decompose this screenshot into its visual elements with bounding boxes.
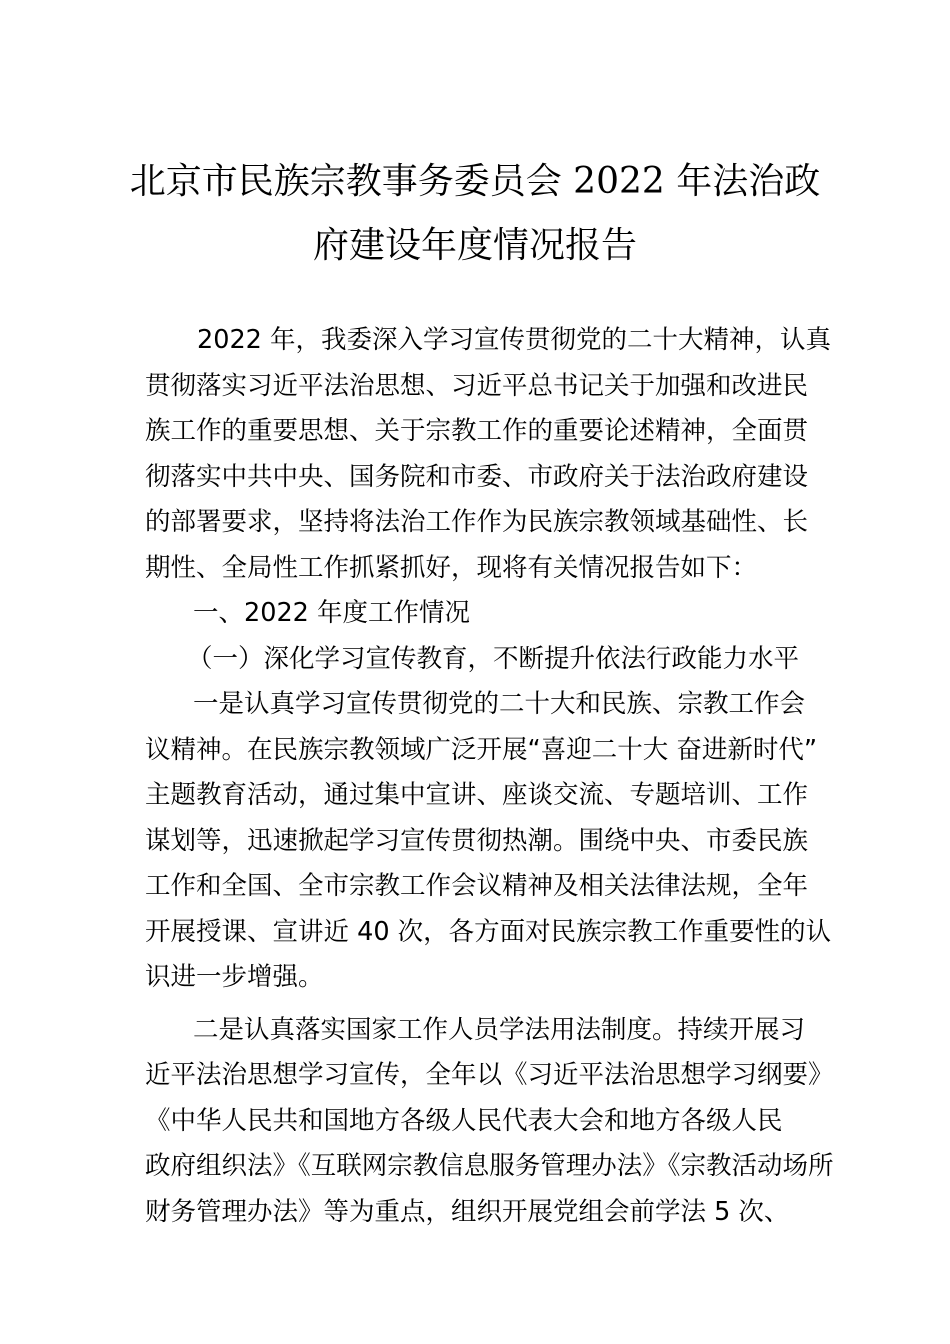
title-line-2: 府建设年度情况报告	[312, 225, 637, 266]
document-body	[145, 318, 834, 1235]
intro-line: 的部署要求，坚持将法治工作作为民族宗教领域基础性、长	[145, 507, 809, 537]
paragraph2-line: 二是认真落实国家工作人员学法用法制度。持续开展习	[193, 1014, 806, 1045]
intro-line: 族工作的重要思想、关于宗教工作的重要论述精神，全面贯	[145, 416, 809, 446]
subsection-heading: （一）深化学习宣传教育，不断提升依法行政能力水平	[187, 643, 800, 674]
paragraph2-line: 近平法治思想学习宣传，全年以《习近平法治思想学习纲要》	[145, 1060, 834, 1090]
paragraph1-line: 工作和全国、全市宗教工作会议精神及相关法律法规，全年	[145, 871, 809, 901]
paragraph1-line: 议精神。在民族宗教领域广泛开展“喜迎二十大 奋进新时代”	[145, 734, 818, 765]
paragraph1-line: 识进一步增强。	[145, 962, 324, 992]
intro-line: 2022 年，我委深入学习宣传贯彻党的二十大精神，认真	[197, 325, 832, 355]
paragraph1-line: 主题教育活动，通过集中宣讲、座谈交流、专题培训、工作	[145, 780, 809, 810]
document-title	[0, 150, 950, 278]
title-line-1: 北京市民族宗教事务委员会 2022 年法治政	[129, 161, 821, 202]
paragraph2-line: 财务管理办法》等为重点，组织开展党组会前学法 5 次、	[145, 1196, 790, 1227]
paragraph2-line: 政府组织法》《互联网宗教信息服务管理办法》《宗教活动场所	[145, 1151, 834, 1181]
paragraph2-line: 《中华人民共和国地方各级人民代表大会和地方各级人民	[145, 1105, 783, 1136]
intro-line: 期性、全局性工作抓紧抓好，现将有关情况报告如下：	[145, 552, 758, 583]
section-heading: 一、2022 年度工作情况	[193, 598, 471, 628]
intro-line: 彻落实中共中央、国务院和市委、市政府关于法治政府建设	[145, 461, 809, 492]
intro-line: 贯彻落实习近平法治思想、习近平总书记关于加强和改进民	[145, 370, 809, 401]
paragraph1-line: 谋划等，迅速掀起学习宣传贯彻热潮。围绕中央、市委民族	[145, 825, 809, 856]
paragraph1-line: 一是认真学习宣传贯彻党的二十大和民族、宗教工作会	[193, 689, 806, 719]
paragraph1-line: 开展授课、宣讲近 40 次，各方面对民族宗教工作重要性的认	[145, 916, 832, 947]
